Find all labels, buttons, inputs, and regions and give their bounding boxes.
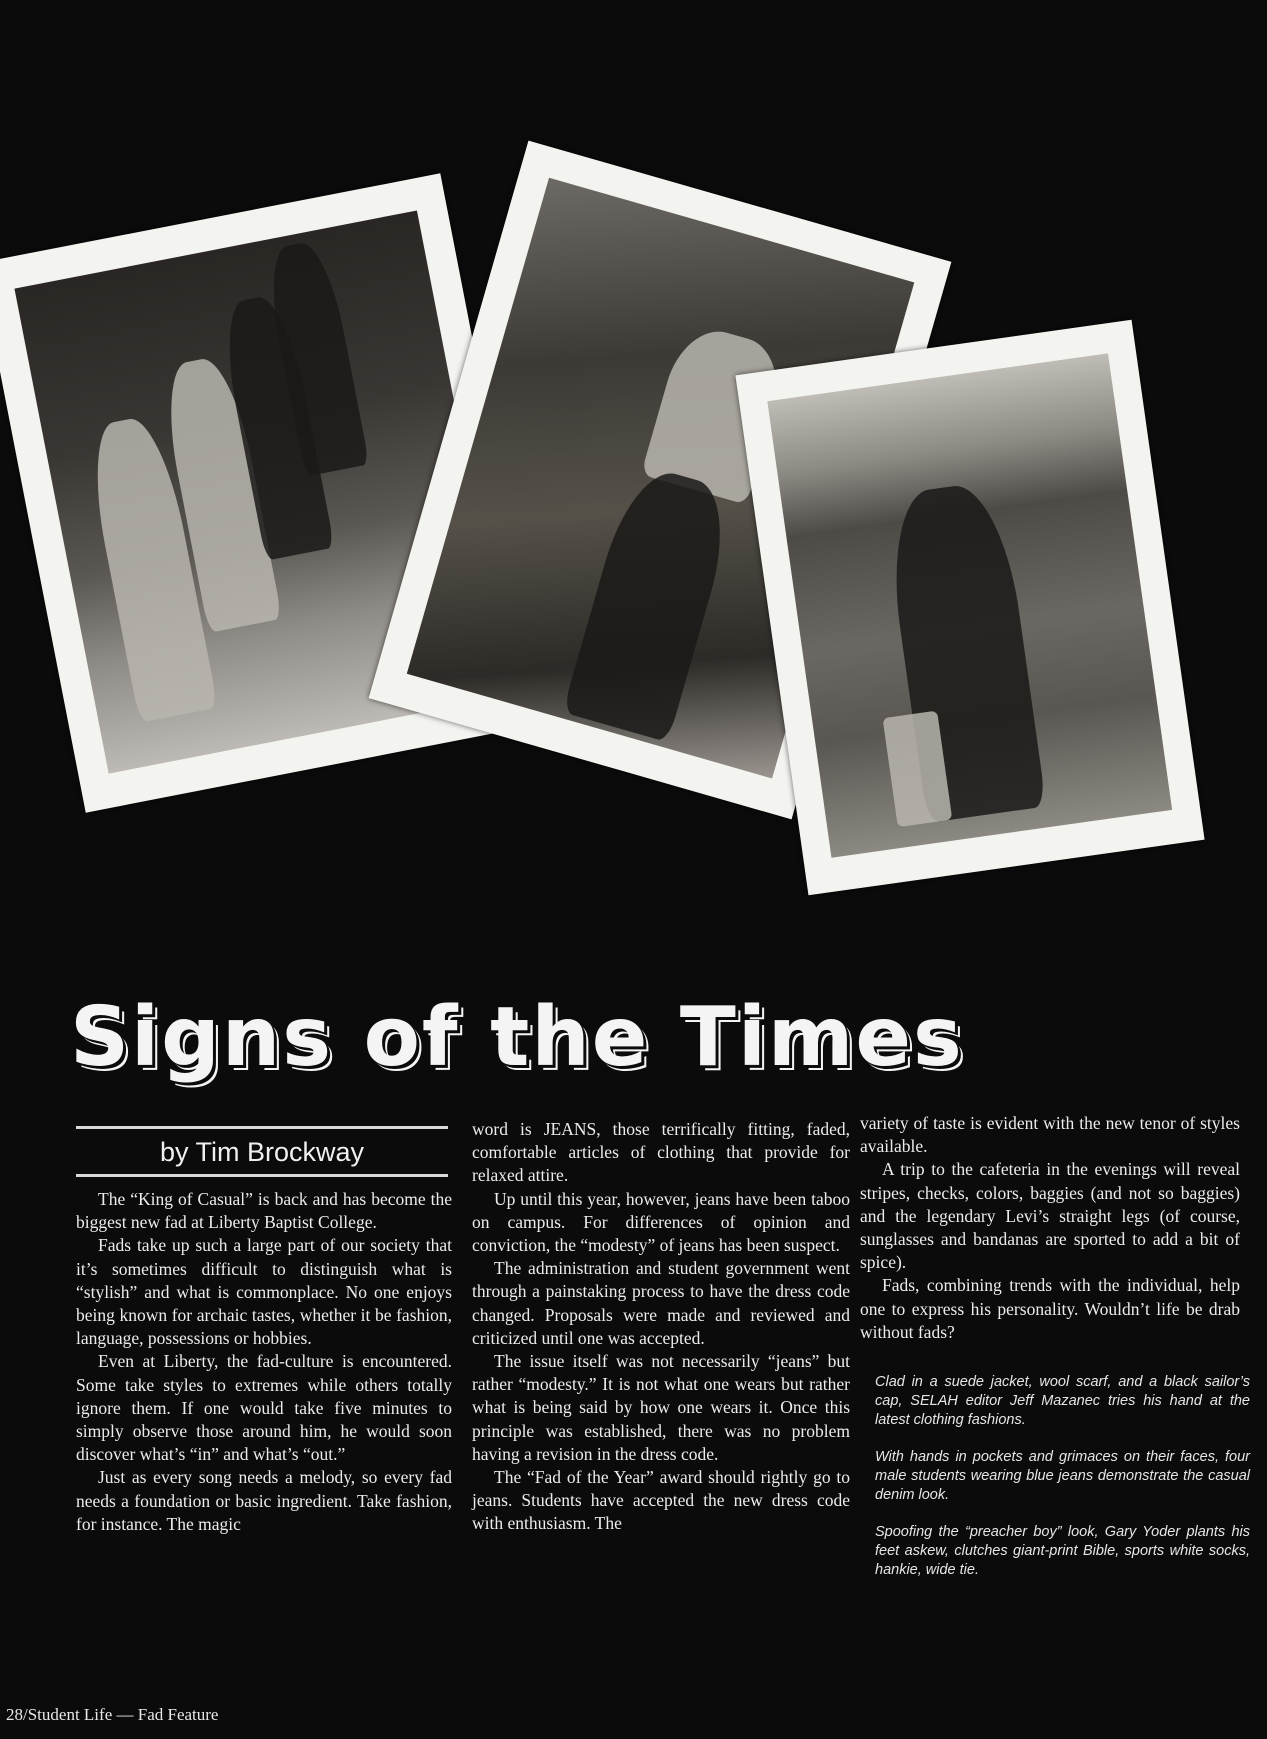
paragraph: The issue itself was not necessarily “jeans” but rather “modesty.” It is not what one wears but rather what is being said by how one wears it. Once this principle was established, there was no problem having a revision in the dress code.	[472, 1351, 850, 1464]
article-column-1	[76, 1188, 452, 1536]
page-folio: 28/Student Life — Fad Feature	[6, 1705, 219, 1724]
paragraph: Even at Liberty, the fad-culture is encountered. Some take styles to extremes while others totally ignore them. If one would take five minutes to simply observe those around him, he would soon discover what’s “in” and what’s “out.”	[76, 1351, 452, 1465]
article-title: Signs of the Times	[70, 990, 964, 1085]
paragraph: The “Fad of the Year” award should rightly go to jeans. Students have accepted the new dress code with enthusiasm. The	[472, 1467, 850, 1534]
paragraph: variety of taste is evident with the new tenor of styles available.	[860, 1113, 1240, 1157]
paragraph: Fads take up such a large part of our society that it’s sometimes difficult to distinguish what is “stylish” and what is commonplace. No one enjoys being known for archaic tastes, whether it be fashion, language, possessions or hobbies.	[76, 1235, 452, 1349]
caption-suede-jacket: Clad in a suede jacket, wool scarf, and a black sailor’s cap, SELAH editor Jeff Mazanec tries his hand at the latest clothing fashions.	[875, 1374, 1250, 1428]
article-column-3	[860, 1112, 1240, 1344]
photo-preacher-boy-student	[735, 320, 1204, 896]
caption-preacher-boy: Spoofing the “preacher boy” look, Gary Yoder plants his feet askew, clutches giant-print Bible, sports white socks, hankie, wide tie.	[875, 1524, 1250, 1578]
paragraph: The administration and student government went through a painstaking process to have the dress code changed. Proposals were made and reviewed and criticized until one was accepted.	[472, 1258, 850, 1348]
photo-preacher-boy-student-image	[767, 353, 1172, 857]
paragraph: Fads, combining trends with the individual, help one to express his personality. Wouldn’t life be drab without fads?	[860, 1275, 1240, 1342]
paragraph: word is JEANS, those terrifically fitting, faded, comfortable articles of clothing that provide for relaxed attire.	[472, 1119, 850, 1186]
article-column-2	[472, 1118, 850, 1536]
paragraph: Up until this year, however, jeans have been taboo on campus. For differences of opinion and conviction, the “modesty” of jeans has been suspect.	[472, 1188, 850, 1256]
photo-captions	[875, 1373, 1250, 1598]
paragraph: Just as every song needs a melody, so every fad needs a foundation or basic ingredient. Take fashion, for instance. The magic	[76, 1467, 452, 1534]
paragraph: A trip to the cafeteria in the evenings will reveal stripes, checks, colors, baggies (and not so baggies) and the legendary Levi’s straight legs (of course, sunglasses and bandanas are sported to add a bit of spice).	[860, 1159, 1240, 1273]
byline-rule-box	[76, 1126, 448, 1177]
caption-blue-jeans: With hands in pockets and grimaces on their faces, four male students wearing blue jeans demonstrate the casual denim look.	[875, 1449, 1250, 1503]
byline: by Tim Brockway	[159, 1137, 365, 1167]
paragraph: The “King of Casual” is back and has become the biggest new fad at Liberty Baptist College.	[76, 1189, 452, 1233]
